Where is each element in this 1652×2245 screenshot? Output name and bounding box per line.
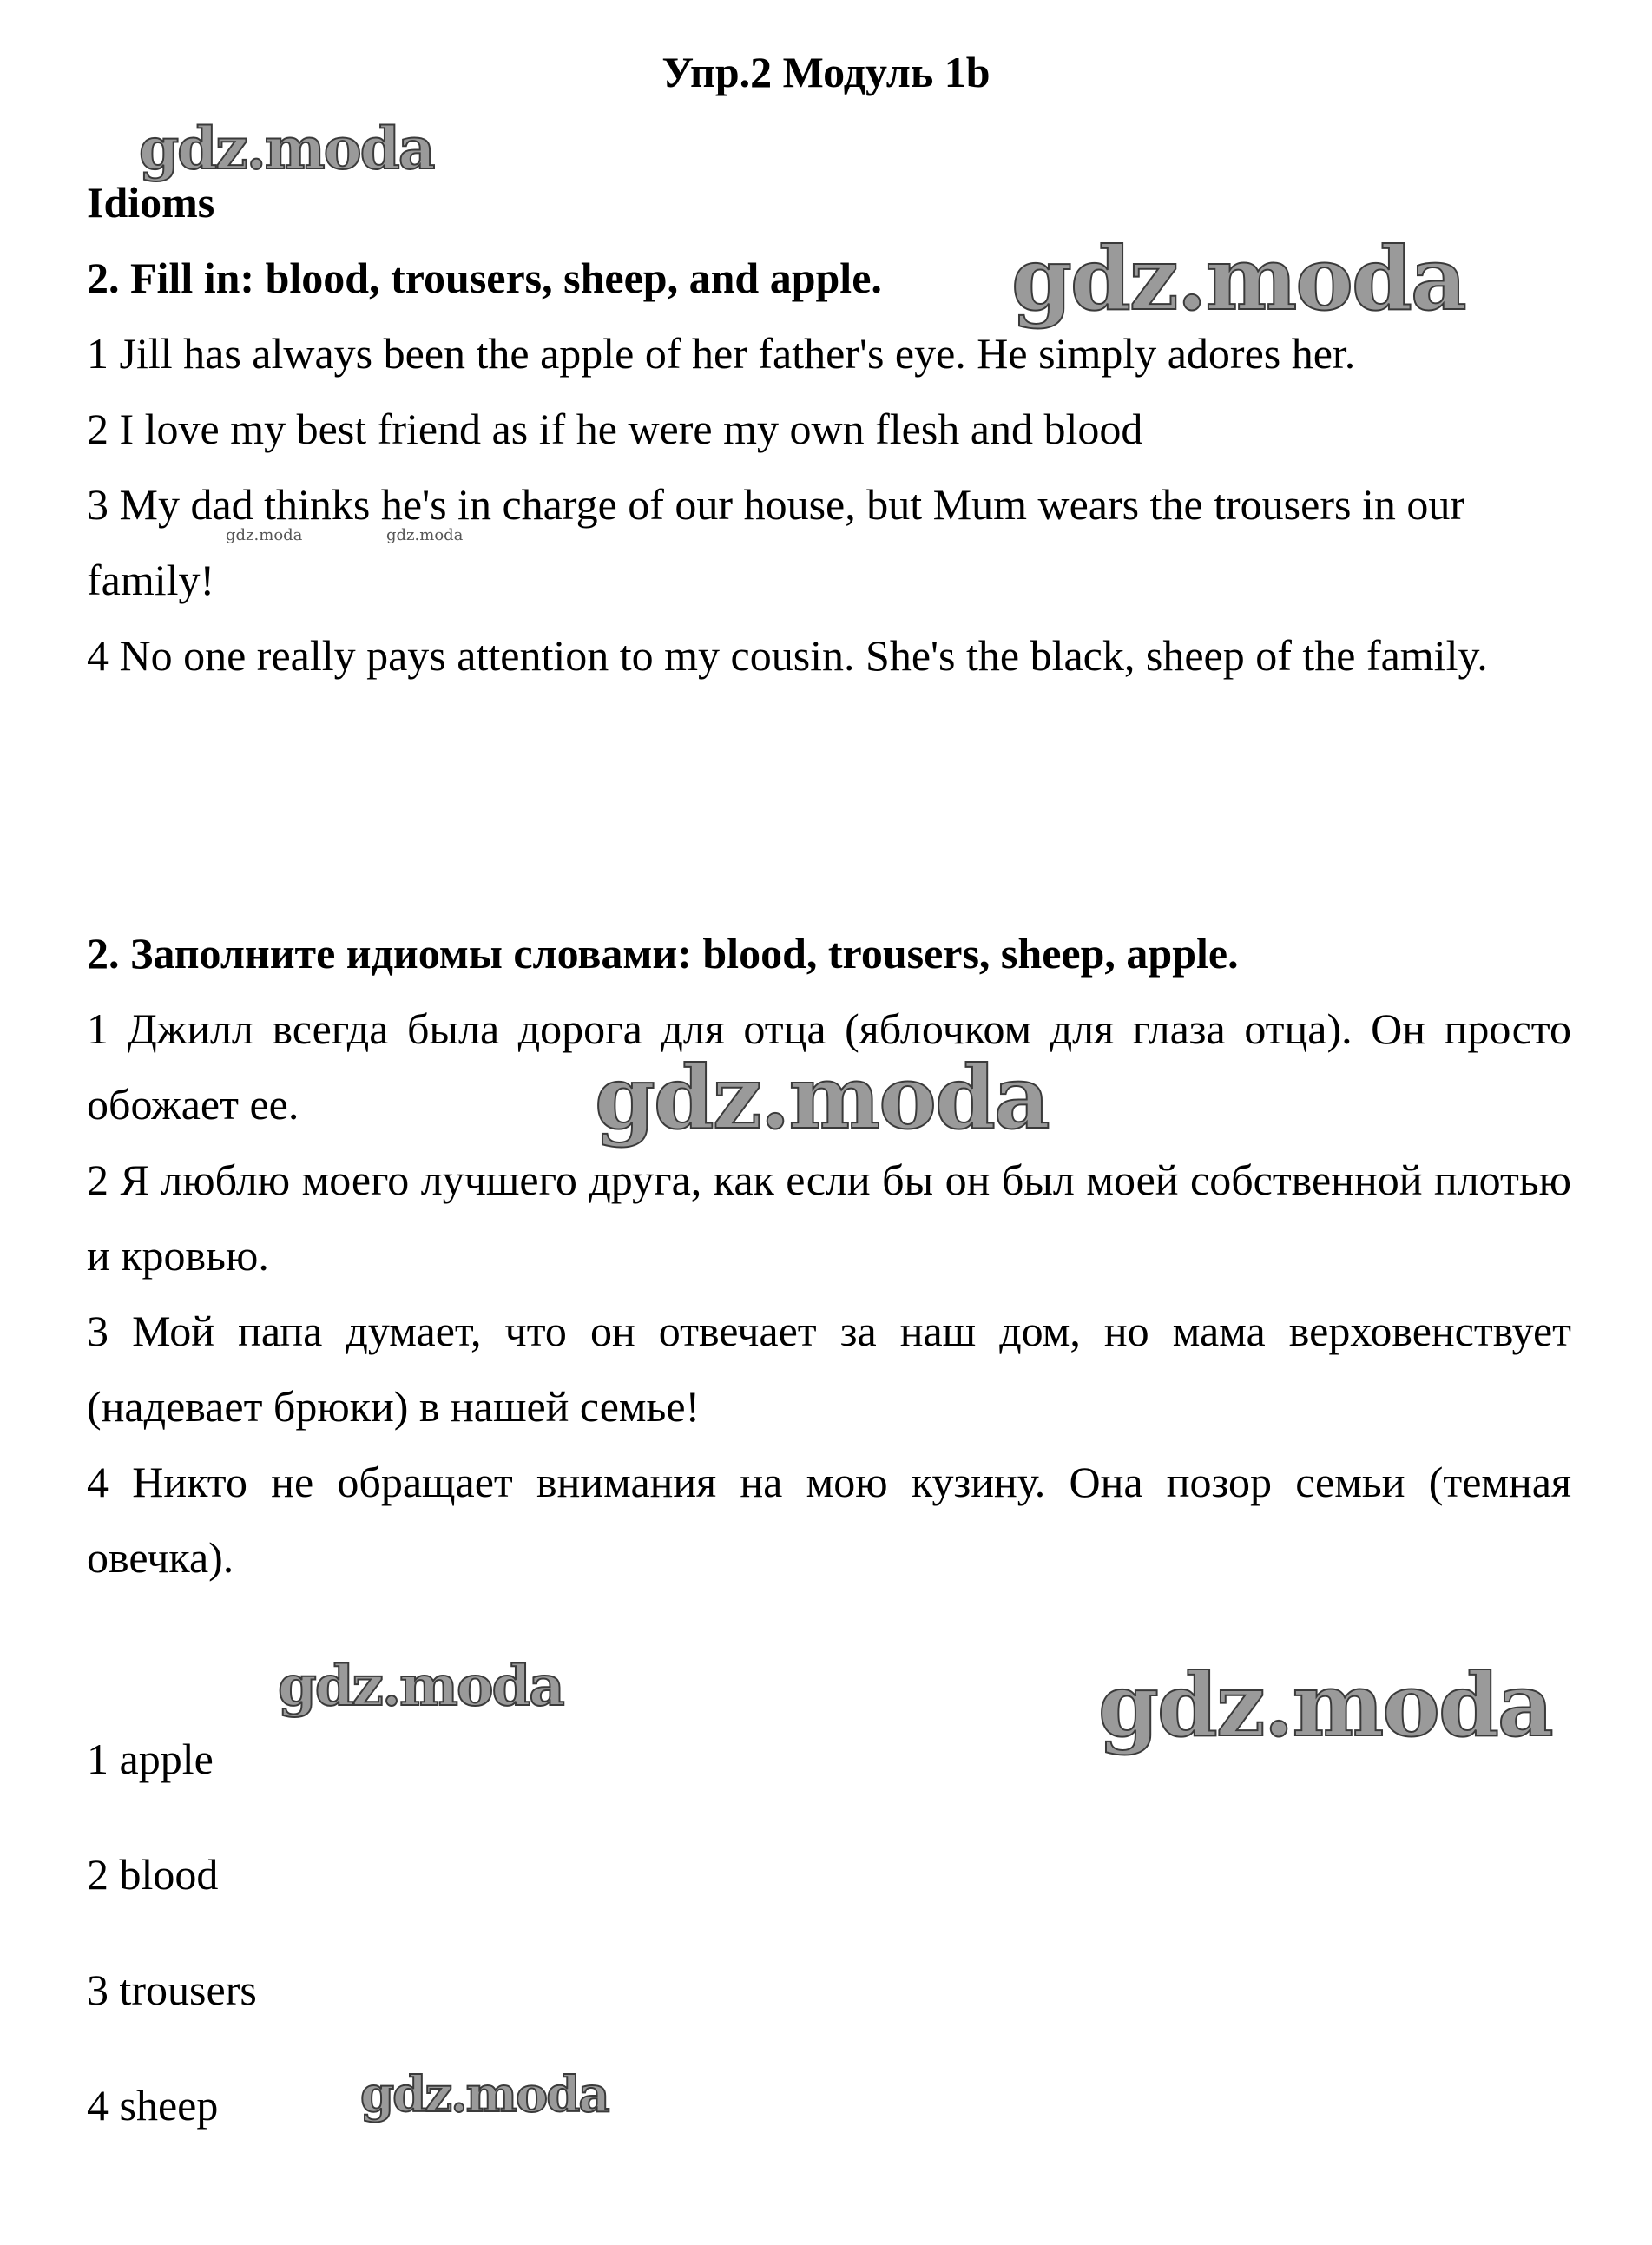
english-section <box>87 165 1571 694</box>
answer-1: 1 apple <box>87 1735 214 1783</box>
watermark: gdz.moda <box>139 115 434 182</box>
task-heading-en: 2. Fill in: blood, trousers, sheep, and apple. <box>87 253 882 302</box>
watermark: gdz.moda <box>278 1654 563 1719</box>
sentence-ru-2: 2 Я люблю моего лучшего друга, как если бы он был моей собственной плотью и кровью. <box>87 1155 1571 1280</box>
answer-2: 2 blood <box>87 1850 219 1899</box>
watermark: gdz.moda <box>595 1046 1049 1149</box>
watermark: gdz.moda <box>360 2066 609 2123</box>
watermark: gdz.moda <box>386 526 464 544</box>
sentence-en-4: 4 No one really pays attention to my cousin. She's the black, sheep of the family. <box>87 631 1488 680</box>
answer-4: 4 sheep <box>87 2081 219 2130</box>
watermark: gdz.moda <box>1011 227 1465 330</box>
watermark: gdz.moda <box>1098 1654 1552 1756</box>
answers-section <box>87 1702 1571 2163</box>
sentence-en-3: 3 My dad thinks he's in charge of our house, but Mum wears the trousers in our family! <box>87 480 1464 604</box>
answer-3: 3 trousers <box>87 1965 257 2014</box>
watermark: gdz.moda <box>226 526 303 544</box>
section-label: Idioms <box>87 178 215 227</box>
sentence-ru-3: 3 Мой папа думает, что он отвечает за наш дом, но мама верховенствует (надевает брюки) в нашей семье! <box>87 1307 1571 1431</box>
page-title: Упр.2 Модуль 1b <box>661 48 991 96</box>
russian-section <box>87 916 1571 1596</box>
sentence-en-1: 1 Jill has always been the apple of her father's eye. He simply adores her. <box>87 329 1356 378</box>
sentence-en-2: 2 I love my best friend as if he were my own flesh and blood <box>87 405 1143 453</box>
sentence-ru-4: 4 Никто не обращает внимания на мою кузину. Она позор семьи (темная овечка). <box>87 1458 1571 1582</box>
sentence-ru-1: 1 Джилл всегда была дорога для отца (яблочком для глаза отца). Он просто обожает ее. <box>87 1004 1571 1129</box>
task-heading-ru: 2. Заполните идиомы словами: blood, trousers, sheep, apple. <box>87 929 1239 978</box>
